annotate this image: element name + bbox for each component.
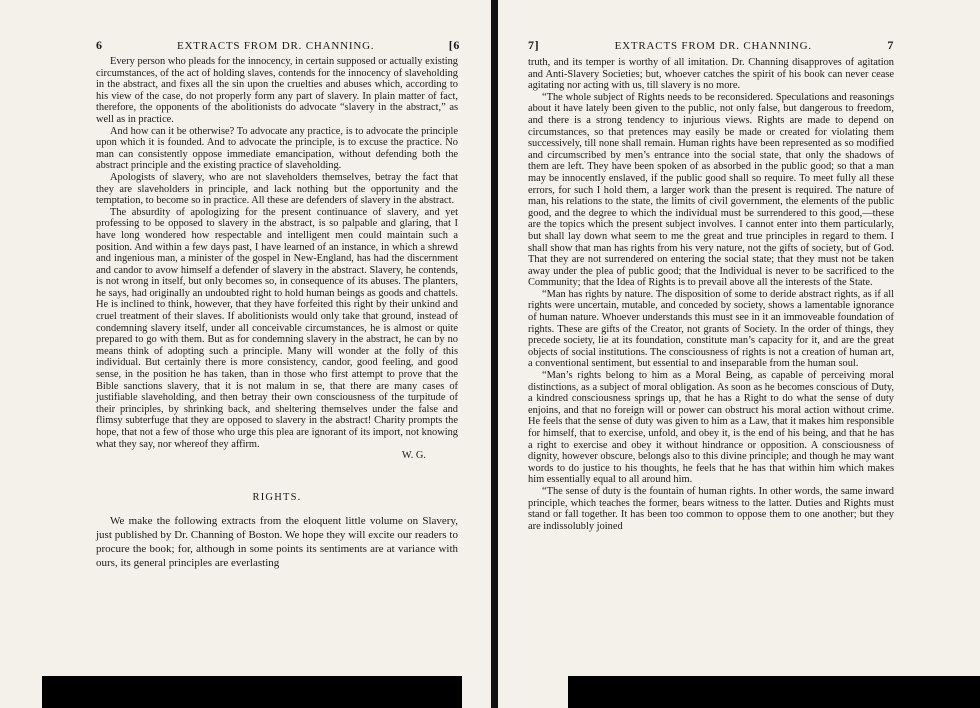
left-paragraph: Apologists of slavery, who are not slaveholders themselves, betray the fact that they are slaveholders in principle, and lack nothing but the opportunity and the temptation, to become so in practice. All these are defenders of slavery in the abstract. — [96, 171, 458, 207]
left-running-title: EXTRACTS FROM DR. CHANNING. — [177, 40, 375, 52]
left-paragraph: Every person who pleads for the innocency, in certain supposed or actually existing circumstances, of the act of holding slaves, contends for the innocency of slaveholding in the abstract, and fixes all the sin upon the cruelties and abuses which, according to his view of the case, do not properly form any part of slavery. In plain matter of fact, therefore, the opponents of the abolitionists do advocate “slavery in the abstract,” as well as in practice. — [96, 56, 458, 125]
right-column-text — [528, 57, 894, 617]
right-bottom-shadow — [568, 676, 980, 708]
right-paragraph: “The sense of duty is the fountain of human rights. In other words, the same inward principle, which teaches the former, bears witness to the latter. Duties and Rights must stand or fall together. It has been too common to oppose them to one another; but they are indissolubly joined — [528, 485, 894, 532]
book-gutter — [491, 0, 498, 708]
intro-paragraph: We make the following extracts from the eloquent little volume on Slavery, just published by Dr. Channing of Boston. We hope they will excite our readers to procure the book; for, although in some points its sentiments are at variance with ours, its general principles are everlasting — [96, 515, 458, 569]
right-bracket-folio: 7] — [528, 38, 540, 52]
left-bottom-shadow — [42, 676, 462, 708]
signature: W. G. — [401, 450, 426, 462]
left-paragraph: The absurdity of apologizing for the present continuance of slavery, and yet professing to be opposed to slavery in the abstract, is so palpable and glaring, that I have long wondered how respectable and intelligent men could maintain such a position. And within a few days past, I have learned of an instance, in which a shrewd and ingenious man, a minister of the gospel in New-England, has had the discernment and candor to avow himself a defender of slavery in the abstract. Slavery, he contends, is not wrong in itself, but only becomes so, in consequence of its abuses. The planters, he says, had originally an undoubted right to hold human beings as goods and chattels. He is inclined to think, however, that they have forfeited this right by their unkind and cruel treatment of their slaves. If abolitionists would only take that ground, instead of condemning slavery itself, under all conceivable circumstances, he is almost or quite prepared to go with them. But as for condemning slavery in the abstract, he can by no means think of adopting such a principle. Many will wonder at the folly of this individual. But certainly there is more consistency, candor, good feeling, and good sense, in the position he has taken, than in those who first attempt to prove that the Bible sanctions slavery, that it is not malum in se, that there are many cases of justifiable slaveholding, and then betray their own consciousness of the turpitude of their principles, by shrinking back, and sheltering themselves under the false and flimsy subterfuge that they are opposed to slavery in the abstract! Charity prompts the hope, that not a few of those who urge this plea are ignorant of its import, not knowing what they say, nor whereof they affirm. — [96, 206, 458, 450]
left-bracket-folio: [6 — [448, 38, 460, 52]
right-paragraph: “Man’s rights belong to him as a Moral Being, as capable of perceiving moral distinctions, as a subject of moral obligation. As soon as he becomes conscious of Duty, a kindred consciousness springs up, that he has a Right to do what the sense of duty enjoins, and that no foreign will or power can obstruct his moral action without crime. He feels that the sense of duty was given to him as a Law, that it makes him responsible for himself, that to exercise, unfold, and obey it, is the end of his being, and that he has a right to exercise and obey it without hindrance or opposition. A consciousness of dignity, however obscure, belongs also to this divine principle; and though he may want words to do justice to his thoughts, he feels that he has that within him which makes him essentially equal to all around him. — [528, 370, 894, 486]
right-paragraph: truth, and its temper is worthy of all imitation. Dr. Channing disapproves of agitation and Anti-Slavery Societies; but, whoever catches the spirit of his book can never cease agitating nor acting with us, till slavery is no more. — [528, 57, 894, 92]
left-column-text — [96, 56, 458, 616]
left-paragraph: And how can it be otherwise? To advocate any practice, is to advocate the principle upon which it is founded. And to advocate the principle, is to excuse the practice. No man can consistently oppose immediate emancipation, without defending both the abstract principle and the existing practice of slaveholding. — [96, 125, 458, 172]
left-folio: 6 — [96, 38, 103, 52]
extract-intro — [96, 515, 458, 570]
signature-line — [96, 450, 458, 462]
left-running-head — [96, 38, 460, 53]
right-folio: 7 — [887, 38, 894, 52]
right-paragraph: “The whole subject of Rights needs to be reconsidered. Speculations and reasonings about it have lately been given to the public, not only false, but dangerous to freedom, and there is a strong tendency to injurious views. Rights are made to depend on circumstances, so that pretences may easily be made or created for violating them successively, till none shall remain. Human rights have been represented as so modified and circumscribed by men’s entrance into the social state, that only the shadows of them are left. They have been spoken of as absorbed in the public good; so that a man may be innocently enslaved, if the public good shall so require. To meet fully all these errors, for such I hold them, a larger work than the present is required. The nature of man, his relations to the state, the limits of civil government, the elements of the public good, and the degree to which the individual must be surrendered to this good,—these are the topics which the present subject involves. I cannot enter into them particularly, but shall lay down what seem to me the great and true principles in regard to them. I shall show that man has rights from his very nature, not the gifts of society, but of God. That they are not surrendered on entering the social state; that they must not be taken away under the plea of public good; that the Individual is never to be sacrificed to the Community; that the Idea of Rights is to prevail above all the interests of the State. — [528, 91, 894, 289]
right-paragraph: “Man has rights by nature. The disposition of some to deride abstract rights, as if all rights were uncertain, mutable, and conceded by society, shows a lamentable ignorance of human nature. Whoever understands this must see in it an immoveable foundation of rights. These are gifts of the Creator, not grants of Society. In the order of things, they precede society, lie at its foundation, constitute man’s capacity for it, and are the great objects of social institutions. The consciousness of rights is not a creation of human art, a conventional sentiment, but essential to and inseparable from the human soul. — [528, 288, 894, 370]
section-title-rights: RIGHTS. — [252, 491, 302, 503]
right-running-head — [528, 38, 894, 53]
right-running-title: EXTRACTS FROM DR. CHANNING. — [614, 40, 812, 52]
right-page — [498, 0, 980, 708]
